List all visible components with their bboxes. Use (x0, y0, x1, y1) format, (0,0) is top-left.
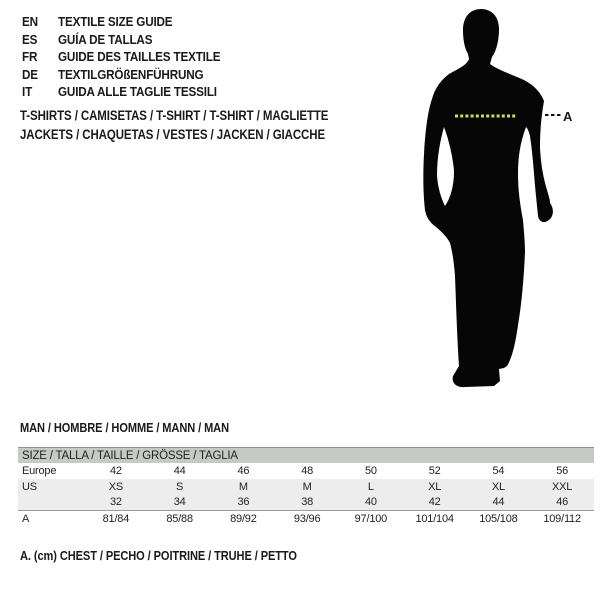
table-cell: S (176, 480, 184, 493)
table-cell: XXL (552, 480, 573, 493)
row-label: A (22, 513, 30, 525)
table-cell: 109/112 (543, 513, 581, 525)
guide-title: GUÍA DE TALLAS (58, 31, 153, 47)
table-cell: 42 (428, 496, 441, 508)
table-header-label: SIZE / TALLA / TAILLE / GRÖSSE / TAGLIA (22, 449, 238, 462)
table-cell: 40 (364, 496, 377, 508)
table-cell: 46 (556, 496, 569, 508)
table-cell: 97/100 (354, 513, 388, 525)
table-cell: 93/96 (293, 513, 321, 525)
table-row-chest-a (18, 510, 594, 527)
section-title-man: MAN / HOMBRE / HOMME / MANN / MAN (20, 420, 229, 435)
table-cell: 52 (428, 465, 441, 477)
table-cell: L (367, 480, 374, 493)
table-cell: 54 (492, 465, 505, 477)
table-cell: 32 (109, 496, 122, 508)
table-row-us (18, 479, 594, 494)
measure-label-a: A (563, 109, 573, 124)
table-cell: M (302, 480, 312, 493)
table-cell: 101/104 (415, 513, 454, 525)
table-cell: 46 (237, 465, 250, 477)
table-cell: 56 (556, 465, 569, 477)
language-code: EN (22, 14, 38, 30)
language-code: ES (22, 31, 38, 47)
table-cell: 44 (492, 496, 505, 508)
guide-title: TEXTILGRÖßENFÜHRUNG (58, 66, 204, 82)
footnote-chest: A. (cm) CHEST / PECHO / POITRINE / TRUHE / PETTO (20, 548, 297, 563)
guide-title: GUIDE DES TAILLES TEXTILE (58, 49, 221, 65)
table-cell: 85/88 (166, 513, 193, 525)
row-label: US (22, 480, 37, 493)
language-code: DE (22, 66, 38, 82)
table-cell: 105/108 (479, 513, 518, 525)
category-tshirts: T-SHIRTS / CAMISETAS / T-SHIRT / T-SHIRT / MAGLIETTE (20, 108, 329, 123)
guide-title: GUIDA ALLE TAGLIE TESSILI (58, 84, 217, 100)
guide-title: TEXTILE SIZE GUIDE (58, 14, 173, 30)
table-cell: 81/84 (102, 513, 130, 525)
row-label: Europe (22, 465, 57, 477)
man-silhouette (423, 9, 553, 387)
table-cell: 42 (109, 465, 122, 477)
language-code: FR (22, 49, 38, 65)
category-jackets: JACKETS / CHAQUETAS / VESTES / JACKEN / GIACCHE (20, 127, 326, 142)
table-cell: 34 (173, 496, 186, 508)
table-cell: XL (491, 480, 505, 493)
size-table (18, 447, 594, 527)
language-code: IT (22, 84, 33, 100)
table-cell: 50 (364, 465, 377, 477)
table-cell: XS (108, 480, 124, 493)
table-cell: 38 (301, 496, 314, 508)
table-row-europe (18, 463, 594, 479)
table-header-row (18, 448, 594, 463)
table-cell: 36 (237, 496, 250, 508)
table-cell: XL (428, 480, 442, 493)
table-cell: 44 (173, 465, 186, 477)
table-cell: 48 (301, 465, 314, 477)
table-cell: M (238, 480, 248, 493)
table-row-numeric (18, 494, 594, 510)
table-cell: 89/92 (230, 513, 257, 525)
